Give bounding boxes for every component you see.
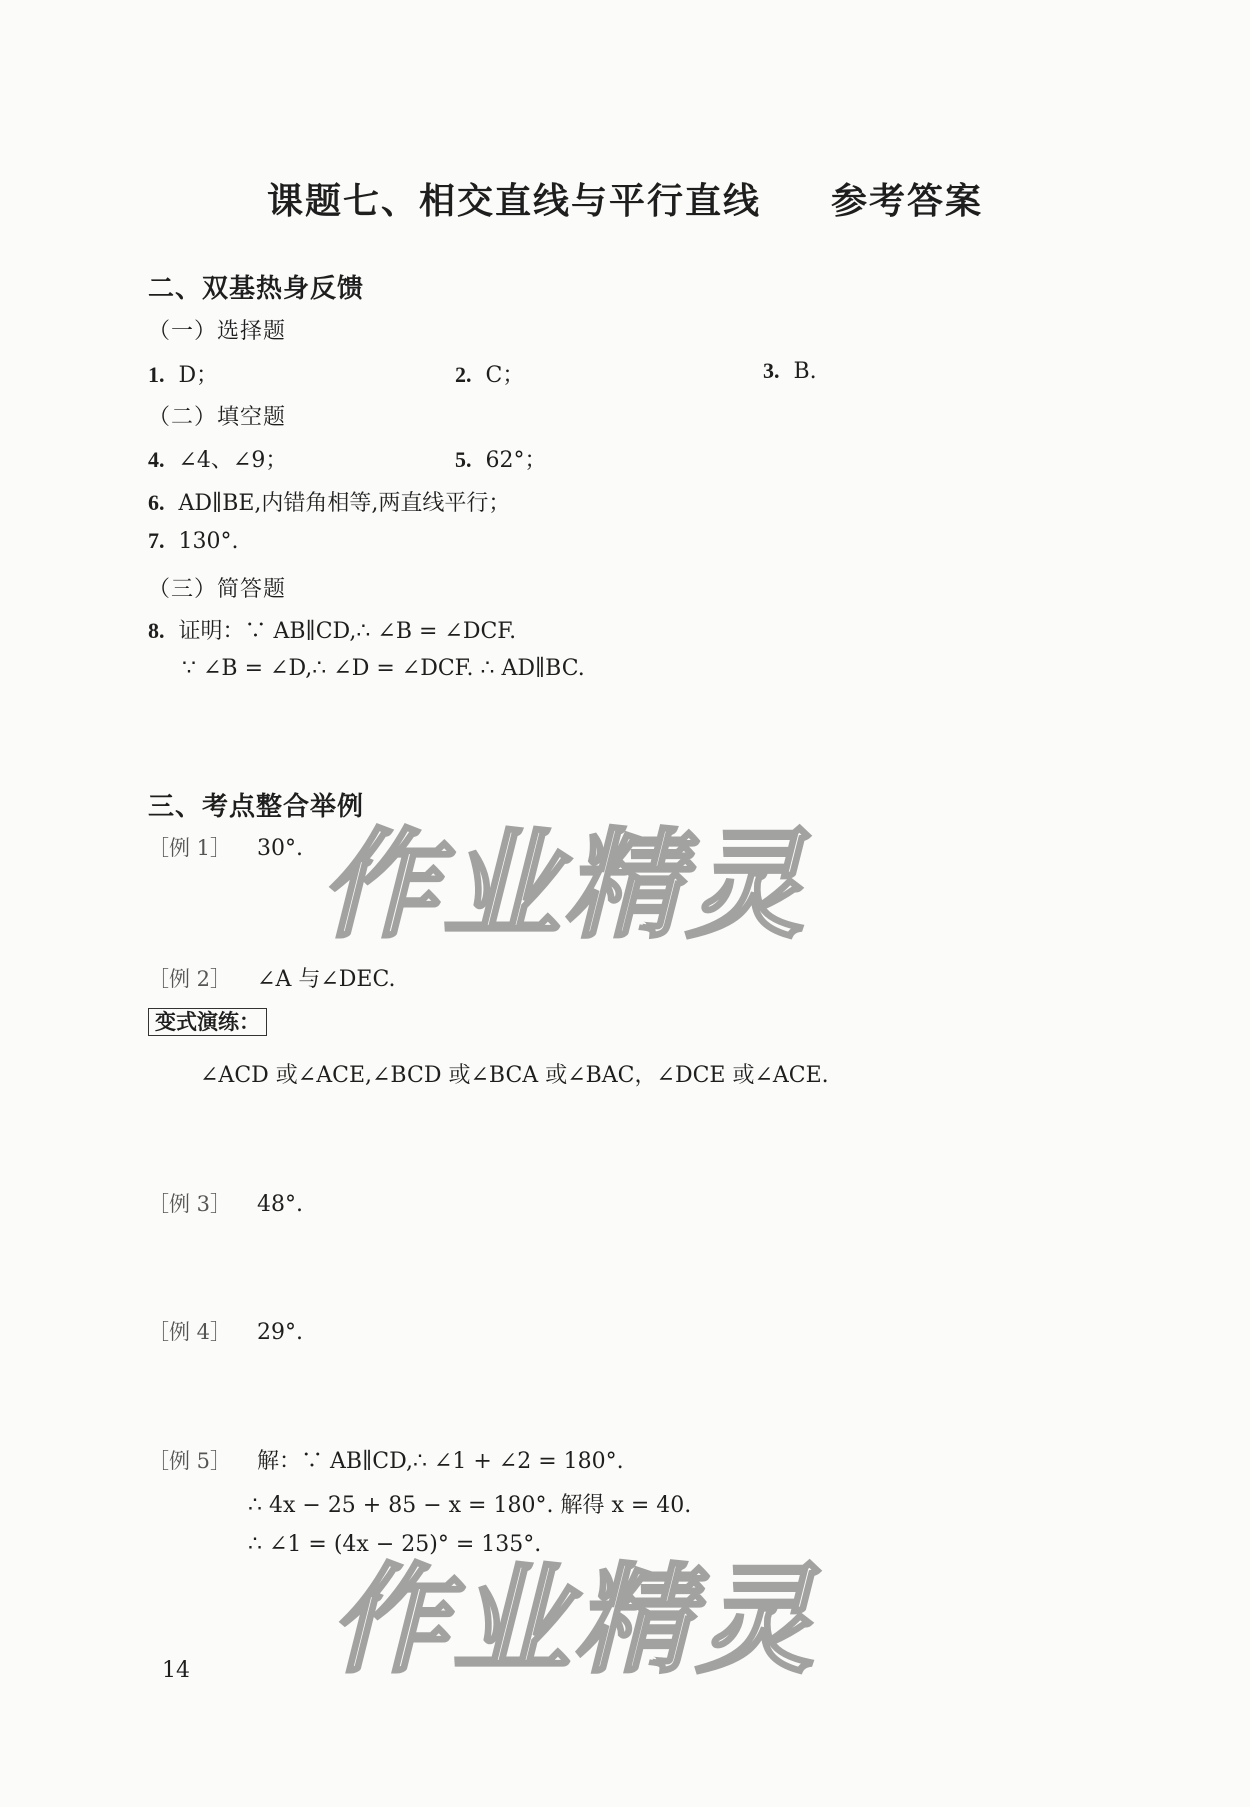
example-5-label: ［例 5］ <box>148 1449 232 1473</box>
variant-practice-answer: ∠ACD 或∠ACE,∠BCD 或∠BCA 或∠BAC，∠DCE 或∠ACE. <box>200 1063 829 1088</box>
q8-line1: 证明：∵ AB∥CD,∴ ∠B = ∠DCF. <box>178 619 517 644</box>
example-5-line2: ∴ 4x − 25 + 85 − x = 180°. 解得 x = 40. <box>248 1493 692 1518</box>
answer-8-line1 <box>148 614 516 645</box>
q4-number: 4. <box>148 447 165 472</box>
example-2-label: ［例 2］ <box>148 967 232 991</box>
section-heading-3: 三、考点整合举例 <box>148 792 365 822</box>
answer-2 <box>455 358 524 389</box>
q3-number: 3. <box>763 358 780 383</box>
q6-number: 6. <box>148 490 165 515</box>
example-3-label: ［例 3］ <box>148 1192 232 1216</box>
q5-answer: 62°； <box>485 448 547 473</box>
example-3 <box>148 1188 303 1218</box>
watermark-logo: 作业精灵 <box>320 816 809 954</box>
subsection-short-answer: （三）简答题 <box>148 577 287 602</box>
answer-3 <box>763 358 817 384</box>
example-4-answer: 29°. <box>257 1320 304 1345</box>
variant-practice-label-wrap <box>148 1006 267 1036</box>
section-heading-2: 二、双基热身反馈 <box>148 274 365 304</box>
example-5-line1-text: 解：∵ AB∥CD,∴ ∠1 + ∠2 = 180°. <box>257 1449 624 1474</box>
example-1-answer: 30°. <box>257 836 304 861</box>
title-tag: 参考答案 <box>831 181 984 222</box>
answer-8-line2: ∵ ∠B = ∠D,∴ ∠D = ∠DCF. ∴ AD∥BC. <box>182 656 585 681</box>
example-5-line3: ∴ ∠1 = (4x − 25)° = 135°. <box>248 1532 542 1557</box>
q5-number: 5. <box>455 447 472 472</box>
subsection-choice: （一）选择题 <box>148 319 287 344</box>
example-3-answer: 48°. <box>257 1192 304 1217</box>
example-1-label: ［例 1］ <box>148 836 232 860</box>
q1-answer: D； <box>178 363 219 388</box>
q4-answer: ∠4、∠9； <box>178 448 288 473</box>
q2-answer: C； <box>485 363 525 388</box>
example-1 <box>148 832 303 862</box>
page-title <box>0 173 1250 224</box>
variant-practice-label: 变式演练： <box>148 1008 267 1036</box>
q6-answer: AD∥BE,内错角相等,两直线平行； <box>178 491 511 516</box>
watermark-logo: 作业精灵 <box>330 1551 819 1689</box>
example-4-label: ［例 4］ <box>148 1320 232 1344</box>
q2-number: 2. <box>455 362 472 387</box>
example-2-answer: ∠A 与∠DEC. <box>257 967 396 992</box>
answer-7 <box>148 528 238 554</box>
example-2 <box>148 962 396 993</box>
example-4 <box>148 1316 303 1346</box>
q1-number: 1. <box>148 362 165 387</box>
q8-number: 8. <box>148 618 165 643</box>
page-number: 14 <box>162 1658 190 1683</box>
q7-number: 7. <box>148 528 165 553</box>
answer-6 <box>148 486 510 517</box>
q7-answer: 130°. <box>178 529 239 554</box>
subsection-fill: （二）填空题 <box>148 405 287 430</box>
title-main: 课题七、相交直线与平行直线 <box>266 181 761 222</box>
answer-1 <box>148 358 218 389</box>
answer-5 <box>455 443 547 474</box>
example-5-line1 <box>148 1444 624 1475</box>
answer-4 <box>148 443 287 474</box>
q3-answer: B. <box>793 359 817 384</box>
